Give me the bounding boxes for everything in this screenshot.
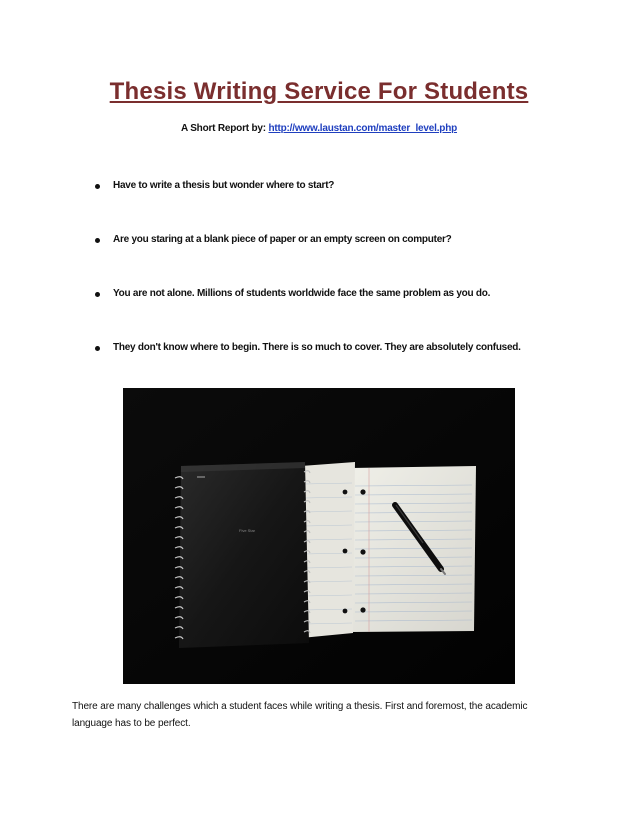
bullet-icon [95,292,100,297]
byline-prefix: A Short Report by: [180,123,269,134]
bullet-text: Have to write a thesis but wonder where to start? [113,180,335,191]
report-byline [0,123,638,134]
body-paragraph: There are many challenges which a student faces while writing a thesis. First and foremost, the academic language has to be perfect. [72,701,528,729]
notebook-photo [123,388,515,684]
bullet-text: You are not alone. Millions of students worldwide face the same problem as you do. [113,288,491,299]
bullet-text: They don't know where to begin. There is so much to cover. They are absolutely confused. [113,342,521,353]
report-link[interactable]: http://www.laustan.com/master_level.php [268,123,458,134]
bullet-icon [95,184,100,189]
notebook-illustration [123,388,515,684]
bullet-text: Are you staring at a blank piece of paper or an empty screen on computer? [113,234,452,245]
bullet-icon [95,346,100,351]
page-title: Thesis Writing Service For Students [109,78,529,105]
svg-text:Five Star: Five Star [239,528,256,533]
notebook-cover [179,462,309,648]
bullet-icon [95,238,100,243]
